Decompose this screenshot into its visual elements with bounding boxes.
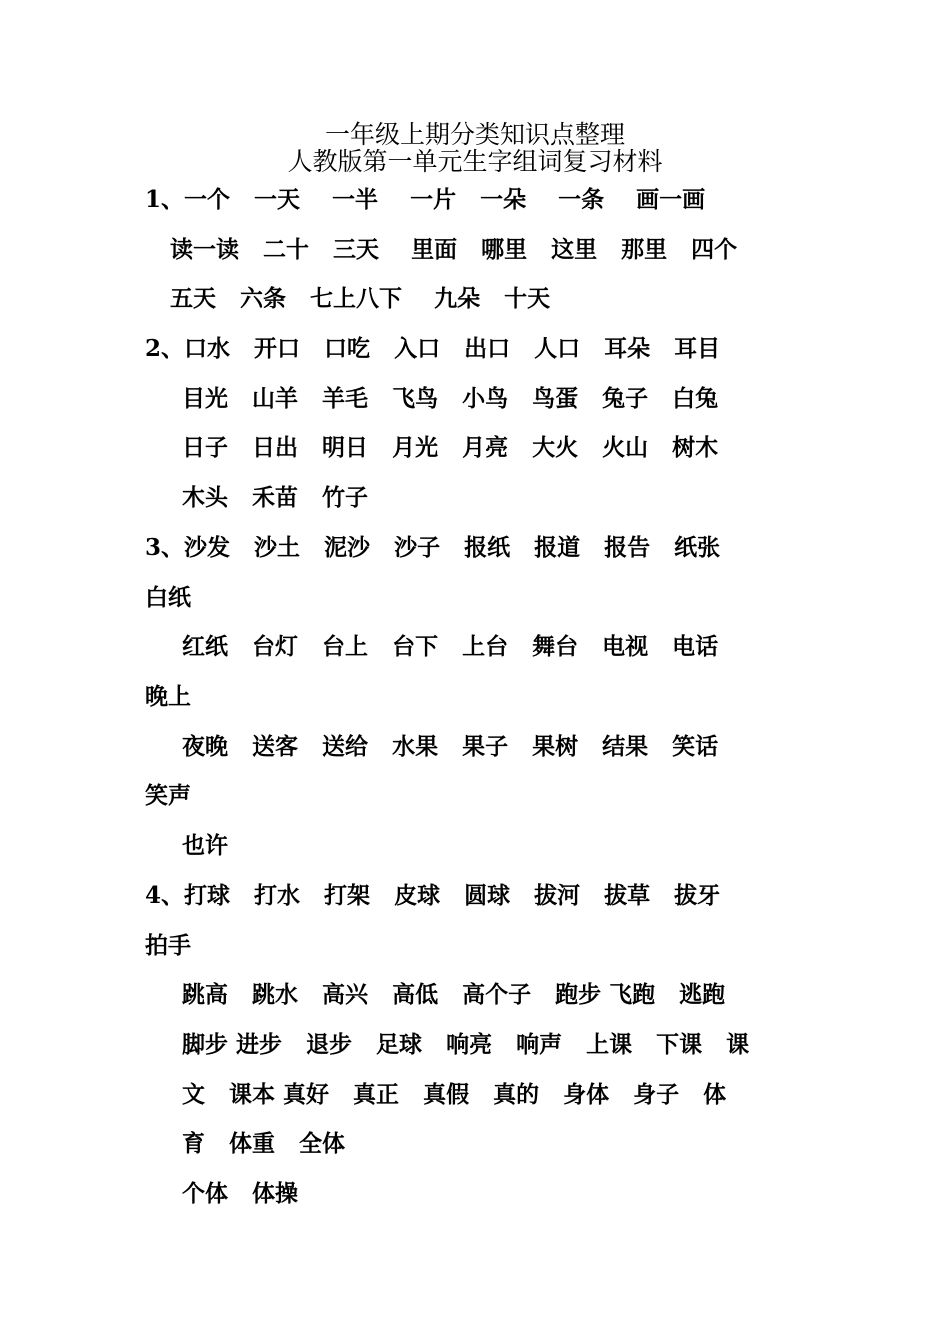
text-line: 跳高 跳水 高兴 高低 高个子 跑步 飞跑 逃跑 <box>182 981 726 1008</box>
document-title: 一年级上期分类知识点整理 <box>324 120 625 149</box>
text-line: 目光 山羊 羊毛 飞鸟 小鸟 鸟蛋 兔子 白兔 <box>182 385 719 412</box>
text-line: 夜晚 送客 送给 水果 果子 果树 结果 笑话 <box>182 733 719 760</box>
text-line: 个体 体操 <box>182 1180 299 1207</box>
text-line: 3、沙发 沙土 泥沙 沙子 报纸 报道 报告 纸张 <box>145 534 721 561</box>
text-line: 笑声 <box>145 782 191 809</box>
text-line: 木头 禾苗 竹子 <box>182 484 369 511</box>
text-line: 五天 六条 七上八下 九朵 十天 <box>170 285 551 312</box>
text-line: 1、一个 一天 一半 一片 一朵 一条 画一画 <box>145 186 706 213</box>
text-line: 2、口水 开口 口吃 入口 出口 人口 耳朵 耳目 <box>145 335 721 362</box>
text-line: 读一读 二十 三天 里面 哪里 这里 那里 四个 <box>170 236 738 263</box>
text-line: 育 体重 全体 <box>182 1130 346 1157</box>
document-subtitle: 人教版第一单元生字组词复习材料 <box>287 147 663 176</box>
text-line: 拍手 <box>145 932 191 959</box>
text-line: 日子 日出 明日 月光 月亮 大火 火山 树木 <box>182 434 719 461</box>
text-line: 白纸 <box>145 584 191 611</box>
text-line: 脚步 进步 退步 足球 响亮 响声 上课 下课 课 <box>182 1031 750 1058</box>
text-line: 晚上 <box>145 683 191 710</box>
text-line: 也许 <box>182 832 228 859</box>
text-line: 红纸 台灯 台上 台下 上台 舞台 电视 电话 <box>182 633 719 660</box>
text-line: 文 课本 真好 真正 真假 真的 身体 身子 体 <box>182 1081 727 1108</box>
text-line: 4、打球 打水 打架 皮球 圆球 拔河 拔草 拔牙 <box>145 882 721 909</box>
